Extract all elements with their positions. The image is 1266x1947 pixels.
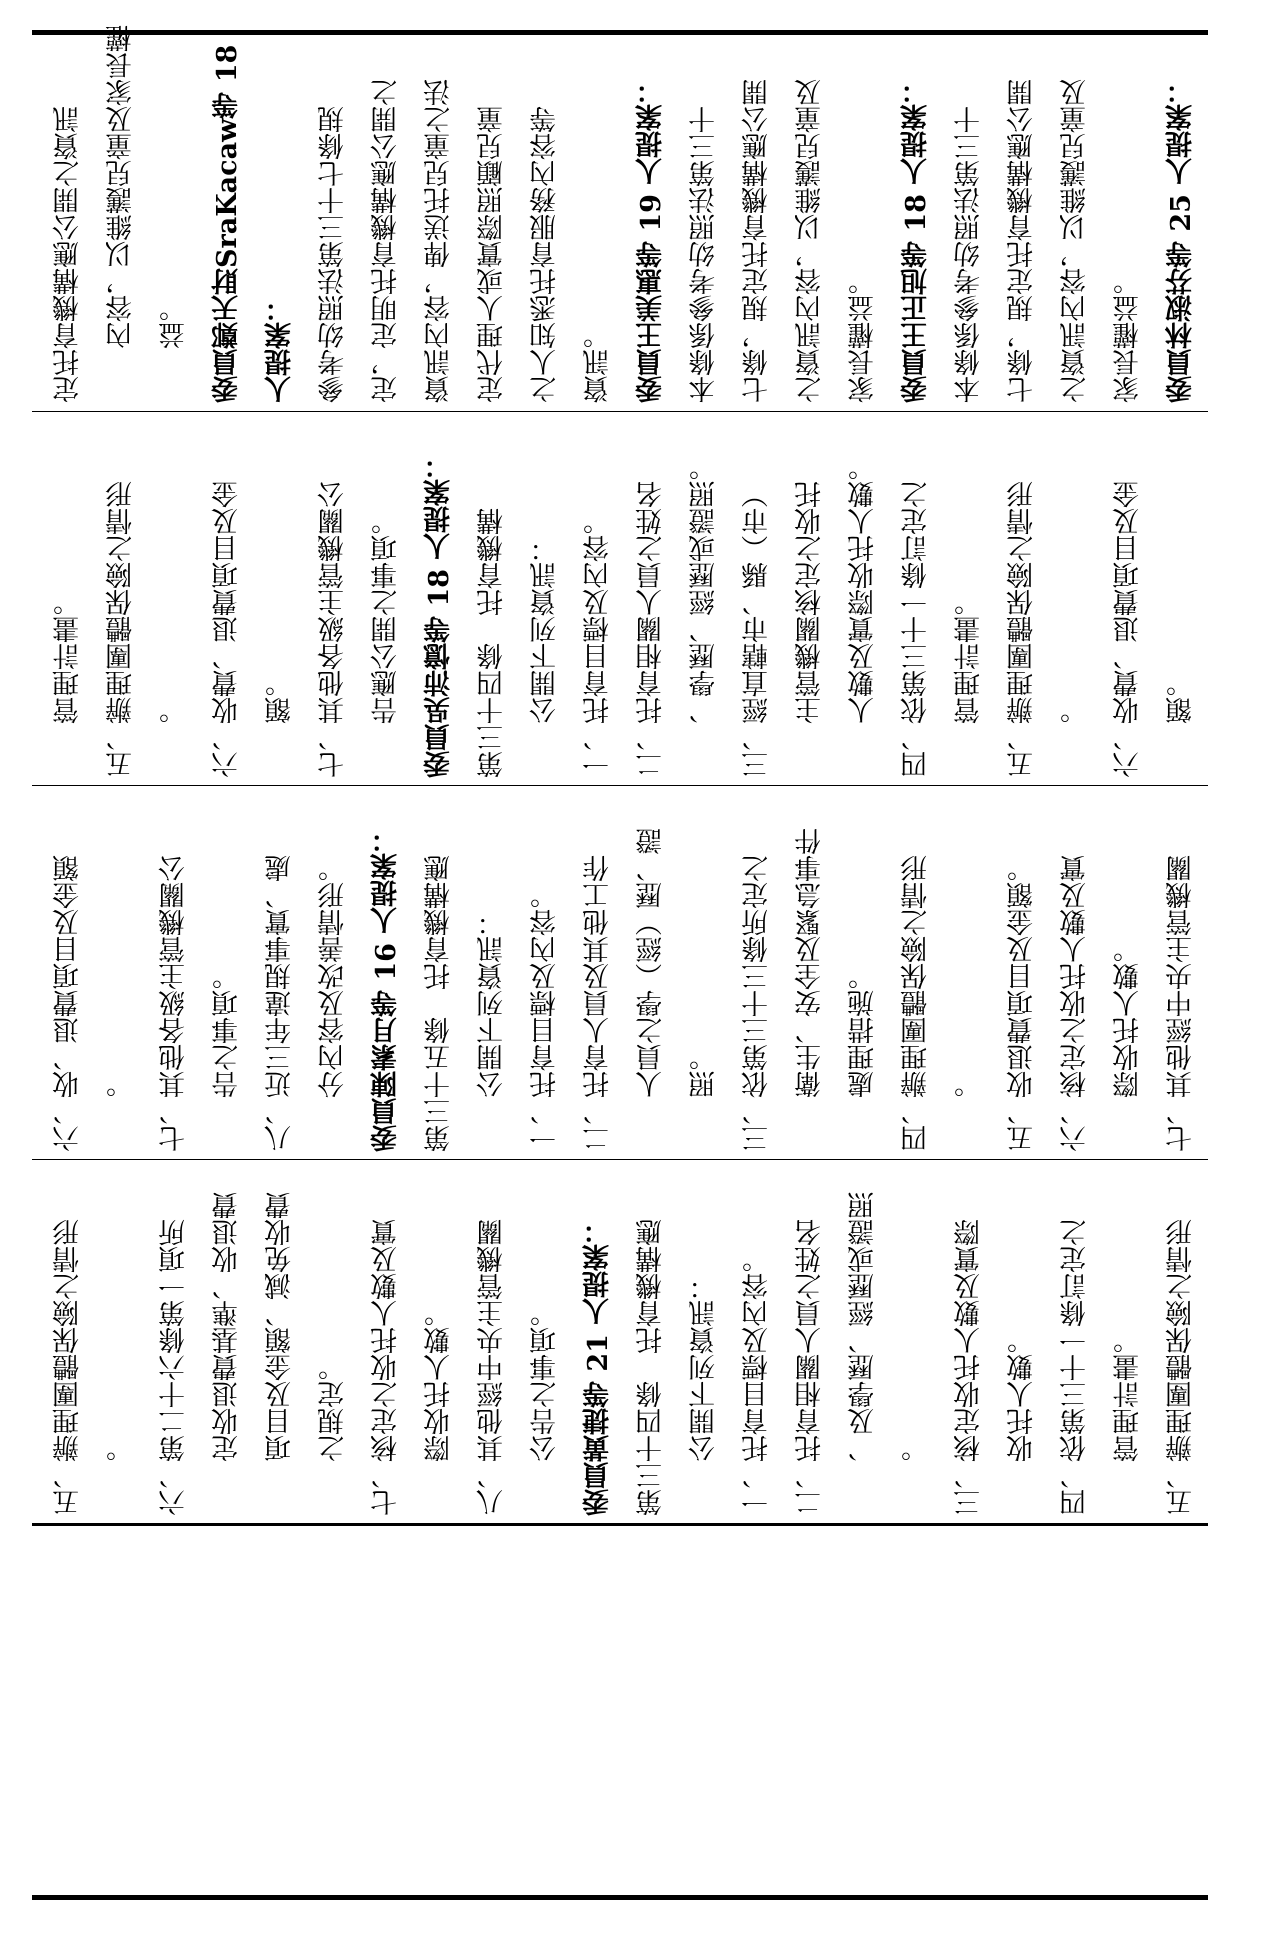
- text-line: 分內容及改善情形。: [318, 855, 349, 1098]
- text-line: 一、托育目標及內容。: [530, 882, 561, 1152]
- text-line: 告應公開之事項。: [371, 508, 402, 724]
- text-line: 六、收、退費項目及金額: [53, 855, 84, 1152]
- text-line: 七、核定之收托人數及實: [371, 1219, 402, 1516]
- table-cell-4: [32, 1159, 1208, 1523]
- proposal-heading: 委員王正旭等 18 人提案：: [901, 76, 932, 403]
- text-line: 。: [106, 1071, 137, 1098]
- text-line: 資訊。: [583, 322, 614, 403]
- text-line: 七條，規定托育機構應公開: [742, 79, 773, 403]
- proposal-heading: 人提案：: [265, 295, 296, 403]
- text-line: 七、其他各級主管機關公: [159, 855, 190, 1152]
- proposal-heading: 委員黃捷等 21 人提案：: [583, 1216, 614, 1516]
- text-line: 本條係參考幼照法第三十: [954, 106, 985, 403]
- text-line: 定收退費基準、收退費: [212, 1192, 243, 1462]
- text-line: 第三十四條 托育機構: [477, 508, 508, 778]
- text-line: 管理計畫。: [954, 589, 985, 724]
- text-line: 之規定。: [318, 1354, 349, 1462]
- text-line: 五、辦理團體保險之情形: [1166, 1219, 1197, 1516]
- text-line: 六、收費、退費項目及金: [212, 481, 243, 778]
- text-line: 公開下列資訊：: [477, 909, 508, 1098]
- table-bottom-rule: [32, 1523, 1208, 1526]
- text-line: 七、其他各級主管機關公: [318, 481, 349, 778]
- text-line: 照。: [689, 1044, 720, 1098]
- proposal-heading: 委員吳沛憶等 18 人提案：: [424, 451, 455, 778]
- text-line: 七、其他經中央主管機關: [1166, 855, 1197, 1152]
- text-line: 八、其他經中央主管機關: [477, 1219, 508, 1516]
- text-line: 之人知悉托育服務內容等: [530, 106, 561, 403]
- text-line: 三、依第三十三條所定之: [742, 855, 773, 1152]
- text-line: 益。: [159, 295, 190, 349]
- text-line: 人員之學（經）歷、證: [636, 828, 667, 1098]
- text-line: 人數及實際收托人數。: [848, 454, 879, 724]
- cell-text-3: [32, 794, 1208, 1152]
- text-line: 二、托育相關人員之姓名: [795, 1219, 826, 1516]
- table-cell-3: [32, 785, 1208, 1159]
- text-line: 六、核定之收托人數及實: [1060, 855, 1091, 1152]
- text-line: 五、辦理團體保險之情形: [53, 1219, 84, 1516]
- text-line: 衛生、安全及緊急事件: [795, 828, 826, 1098]
- text-line: 六、收費、退費項目及金: [1113, 481, 1144, 778]
- text-line: 三、核定收托人數及實際: [954, 1219, 985, 1516]
- text-line: 際收托人數。: [424, 1300, 455, 1462]
- proposal-heading: 委員王美惠等 19 人提案：: [636, 76, 667, 403]
- text-line: 四、依第三十一條訂定之: [901, 481, 932, 778]
- text-line: 內容，以維護兒童及家長權: [106, 25, 137, 349]
- text-line: 一、托育目標及內容。: [583, 508, 614, 778]
- text-line: 告之事項。: [212, 963, 243, 1098]
- table-cell-2: [32, 411, 1208, 785]
- text-line: 一、托育目標及內容。: [742, 1246, 773, 1516]
- text-line: 管理計畫。: [53, 589, 84, 724]
- text-line: 項目及金額、減免收費: [265, 1192, 296, 1462]
- text-line: 五、辦理團體保險之情形: [106, 481, 137, 778]
- text-line: 四、辦理團體保險之情形: [901, 855, 932, 1152]
- cell-text-1: [32, 25, 1208, 403]
- text-line: 主管機關核定之收托: [795, 481, 826, 724]
- text-line: 七條，規定托育機構應公開: [1007, 79, 1038, 403]
- text-line: 六、第二十六條第一項所: [159, 1219, 190, 1516]
- text-line: 之資訊內容，以維護兒童及: [795, 79, 826, 403]
- text-line: 、學歷、經歷或證照。: [689, 454, 720, 724]
- text-line: 際收托人數。: [1113, 936, 1144, 1098]
- text-line: 管理計畫。: [1113, 1327, 1144, 1462]
- text-line: 公開下列資訊：: [689, 1273, 720, 1462]
- page-bottom-rule: [32, 1895, 1208, 1900]
- text-line: 額。: [1166, 670, 1197, 724]
- text-line: 家長權益。: [1113, 268, 1144, 403]
- proposal-heading: 委員鄭天財SraKacaw等 18: [212, 44, 243, 403]
- text-line: 二、托育相關人員之姓名: [636, 481, 667, 778]
- text-line: 資訊內容，俾送托兒童之法: [424, 79, 455, 403]
- cell-text-2: [32, 420, 1208, 778]
- text-line: 。: [106, 1435, 137, 1462]
- text-line: 家長權益。: [848, 268, 879, 403]
- text-line: 之資訊內容，以維護兒童及: [1060, 79, 1091, 403]
- cell-text-4: [32, 1168, 1208, 1516]
- text-line: 第三十五條 托育機構應: [424, 855, 455, 1152]
- text-line: 處理措施。: [848, 963, 879, 1098]
- text-line: 。: [901, 1435, 932, 1462]
- text-line: 五、收退費項目及金額。: [1007, 855, 1038, 1152]
- proposal-heading: 委員林淑芬等 25 人提案：: [1166, 76, 1197, 403]
- text-line: 八、近三年違規事實、處: [265, 855, 296, 1152]
- text-line: 參考幼照法第三十七條規: [318, 106, 349, 403]
- text-line: 定代理人或實際照顧兒童: [477, 106, 508, 403]
- text-line: 四、依第三十一條訂定之: [1060, 1219, 1091, 1516]
- proposal-heading: 委員陳素月等 16 人提案：: [371, 825, 402, 1152]
- text-line: 定托育機構應公開之資訊: [53, 106, 84, 403]
- text-line: 第三十四條 托育機構應: [636, 1219, 667, 1516]
- text-line: 本條係參考幼照法第三十: [689, 106, 720, 403]
- text-line: 收托人數。: [1007, 1327, 1038, 1462]
- text-line: 二、托育人員及其他工作: [583, 855, 614, 1152]
- text-line: 。: [1060, 697, 1091, 724]
- text-line: 額。: [265, 670, 296, 724]
- text-line: 、及學歷、經歷或證照: [848, 1192, 879, 1462]
- text-line: 五、辦理團體保險之情形: [1007, 481, 1038, 778]
- text-line: 三、經直轄市、縣（市）: [742, 481, 773, 778]
- text-line: 。: [159, 697, 190, 724]
- text-line: 公開下列資訊：: [530, 535, 561, 724]
- table-cell-1: [32, 25, 1208, 411]
- text-line: 。: [954, 1071, 985, 1098]
- text-line: 公告之事項。: [530, 1300, 561, 1462]
- text-line: 定，定明托育機構應公開之: [371, 79, 402, 403]
